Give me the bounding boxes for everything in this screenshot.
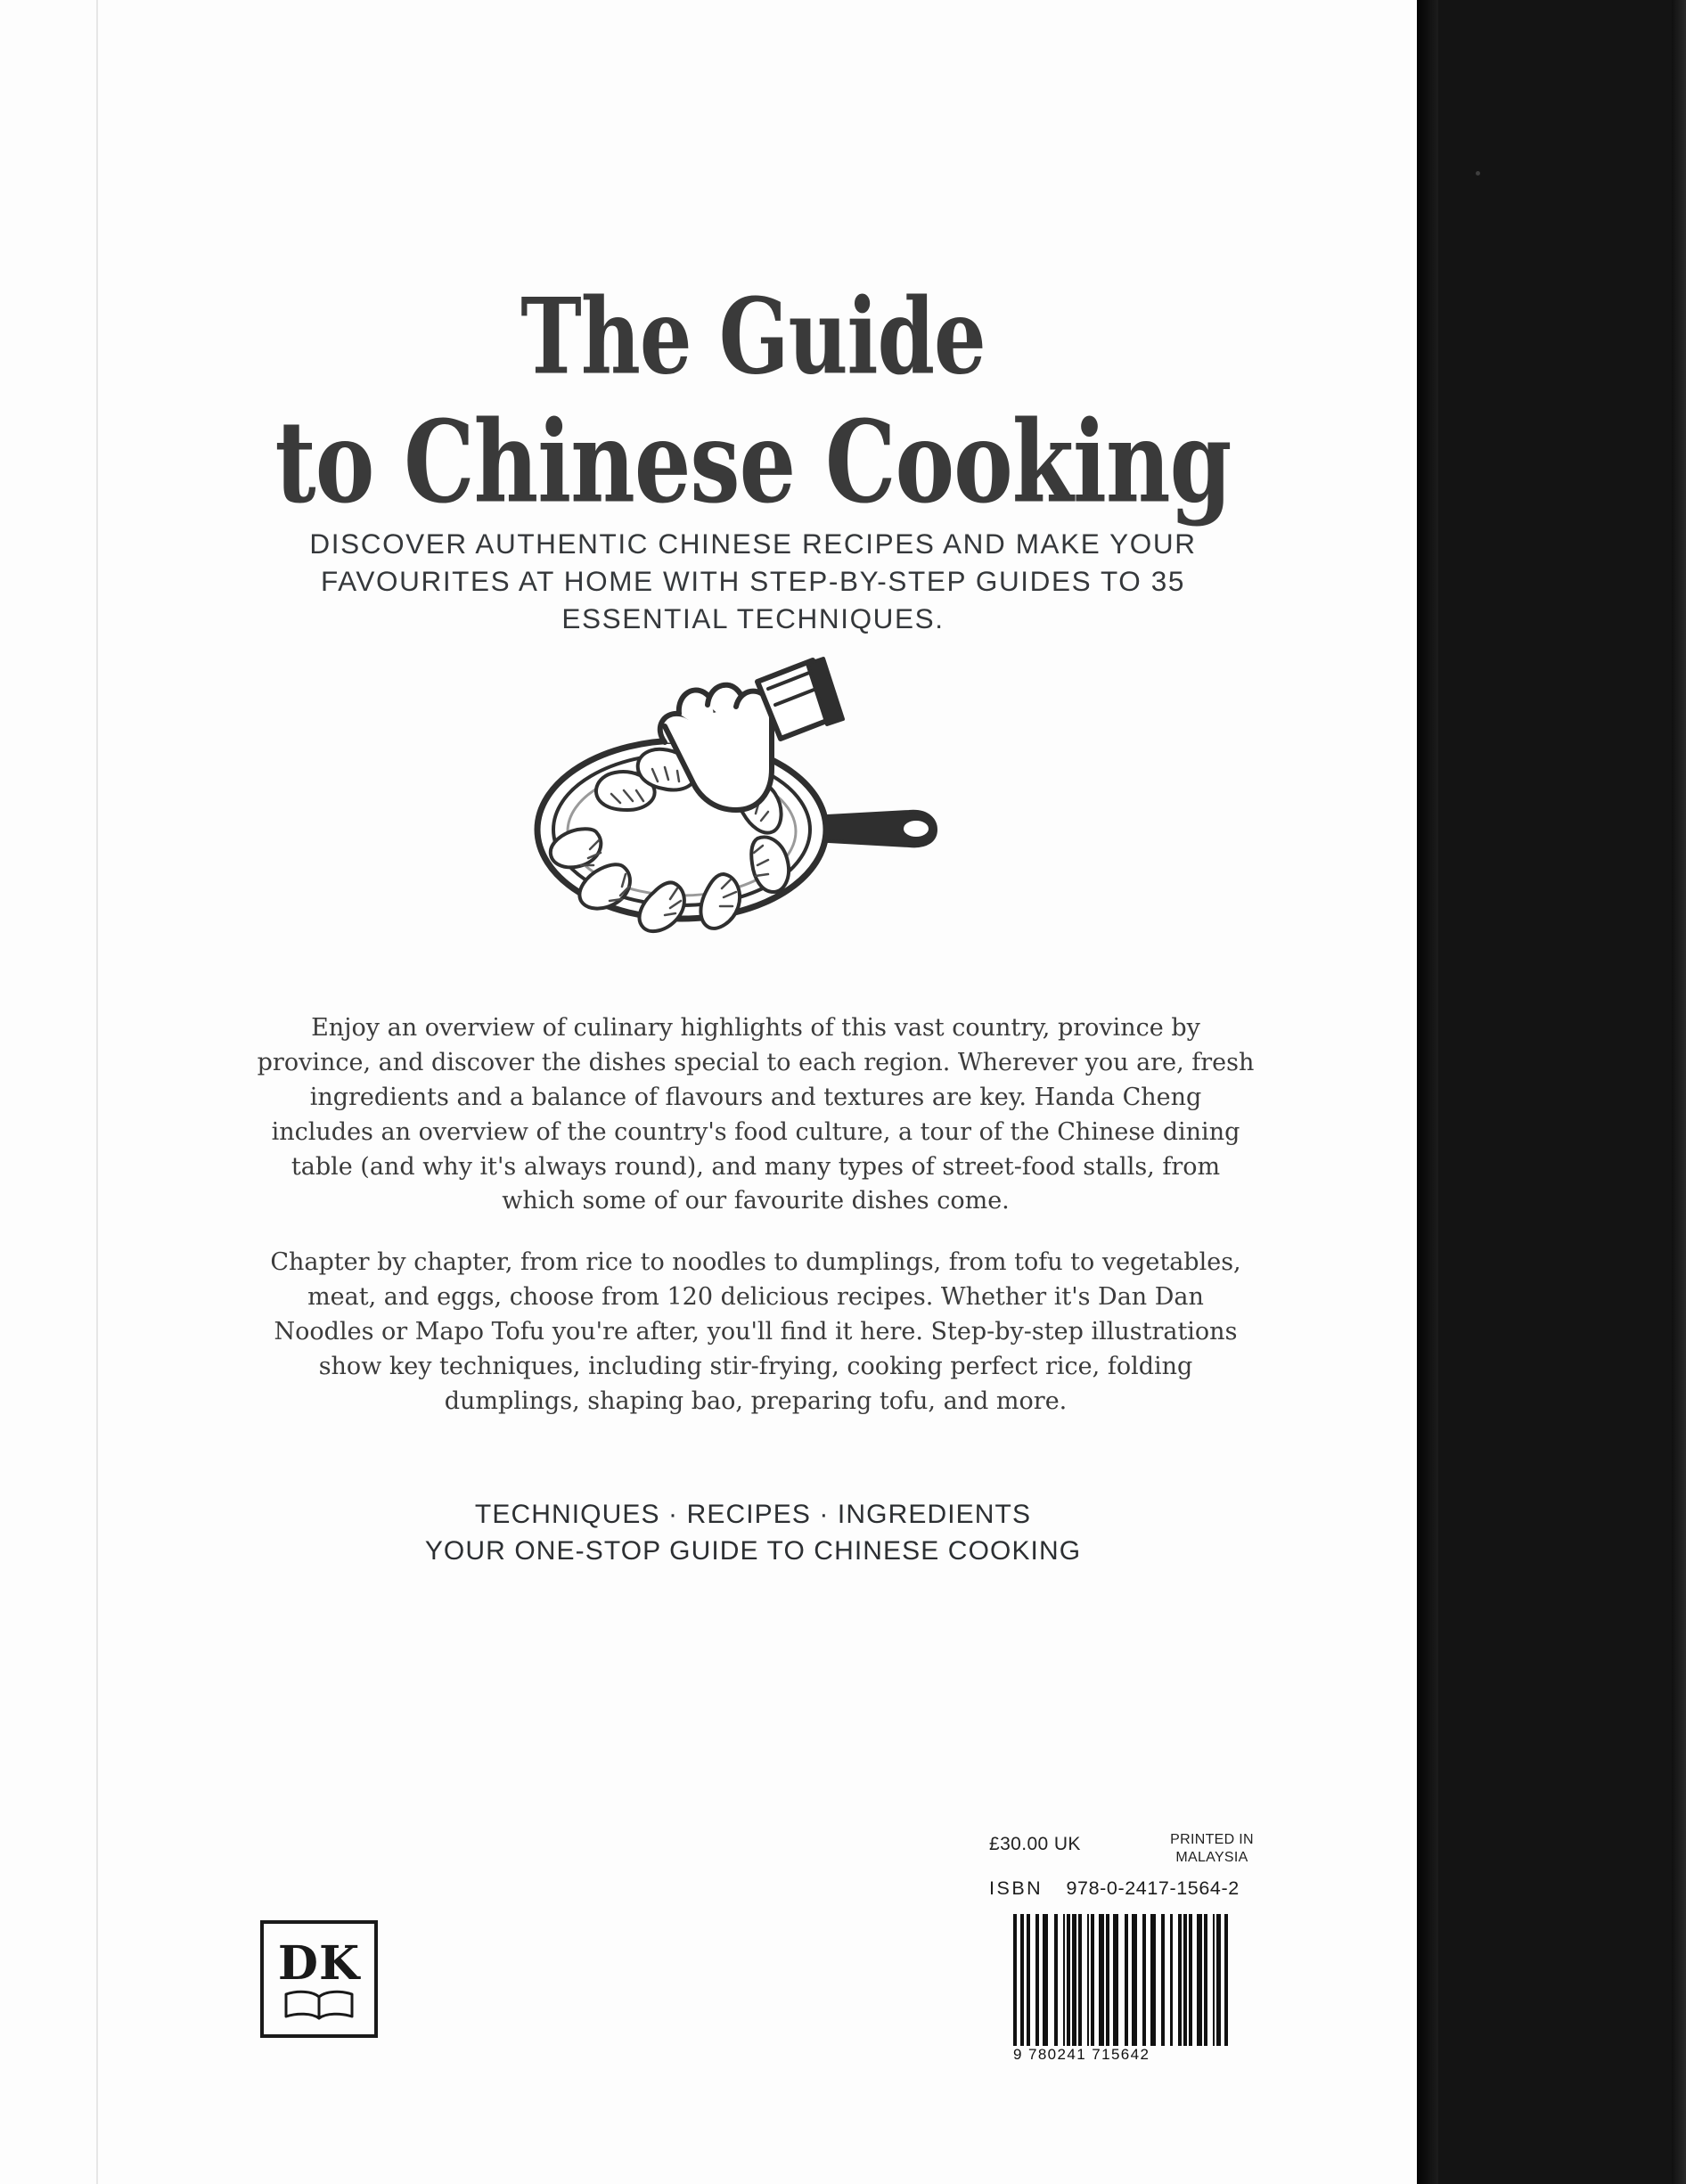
tagline-line-1: TECHNIQUES · RECIPES · INGREDIENTS	[474, 1500, 1032, 1529]
book-spine	[1417, 0, 1686, 2184]
publisher-logo-dk	[260, 1920, 378, 2038]
isbn-number: 978-0-2417-1564-2	[1066, 1877, 1240, 1899]
blurb-paragraph-1: Enjoy an overview of culinary highlights of this vast country, province by province, and discover the dishes special to each region. Wherever you are, fresh ingredients and a balance of flavours and textures are key. Handa Cheng includes an overview of the country's food culture, a tour of the Chinese dining table (and why it's always round), and many types of street-food stalls, from which some of our favourite dishes come.	[257, 1014, 1255, 1215]
tagline	[263, 1497, 1243, 1570]
spine-speck	[1476, 171, 1480, 176]
spine-edge	[1672, 0, 1686, 2184]
title-line-2: to Chinese Cooking	[274, 394, 1232, 528]
spine-shadow	[1417, 0, 1438, 2184]
isbn-label: ISBN	[989, 1877, 1044, 1899]
dk-letters: DK	[277, 1936, 361, 1991]
price-label: £30.00 UK	[989, 1834, 1081, 1854]
barcode	[1013, 1914, 1232, 2070]
printed-in-label: PRINTED IN MALAYSIA	[1170, 1832, 1254, 1865]
skillet-dumplings-icon	[490, 655, 1007, 949]
back-cover-blurb	[257, 1011, 1255, 1446]
price-row	[989, 1834, 1363, 1871]
tagline-line-2: YOUR ONE-STOP GUIDE TO CHINESE COOKING	[424, 1535, 1082, 1566]
blurb-paragraph-2: Chapter by chapter, from rice to noodles to dumplings, from tofu to vegetables, meat, and eggs, choose from 120 delicious recipes. Whether it's Dan Dan Noodles or Mapo Tofu you're after, you'll find it here. Step-by-step illustrations show key techniques, including stir-frying, cooking perfect rice, folding dumplings, shaping bao, preparing tofu, and more.	[270, 1248, 1241, 1415]
barcode-bars	[1013, 1914, 1232, 2046]
back-cover-content	[98, 0, 1408, 2184]
open-book-icon	[282, 1990, 356, 2020]
subtitle: DISCOVER AUTHENTIC CHINESE RECIPES AND MAKE YOUR FAVOURITES AT HOME WITH STEP-BY-STEP GUIDES TO 35 ESSENTIAL TECHNIQUES.	[309, 528, 1197, 634]
page-title	[98, 274, 1408, 528]
barcode-digits: 9 780241 715642	[1013, 2046, 1150, 2063]
isbn-line	[989, 1877, 1240, 1900]
title-line-1: The Guide	[520, 274, 986, 398]
